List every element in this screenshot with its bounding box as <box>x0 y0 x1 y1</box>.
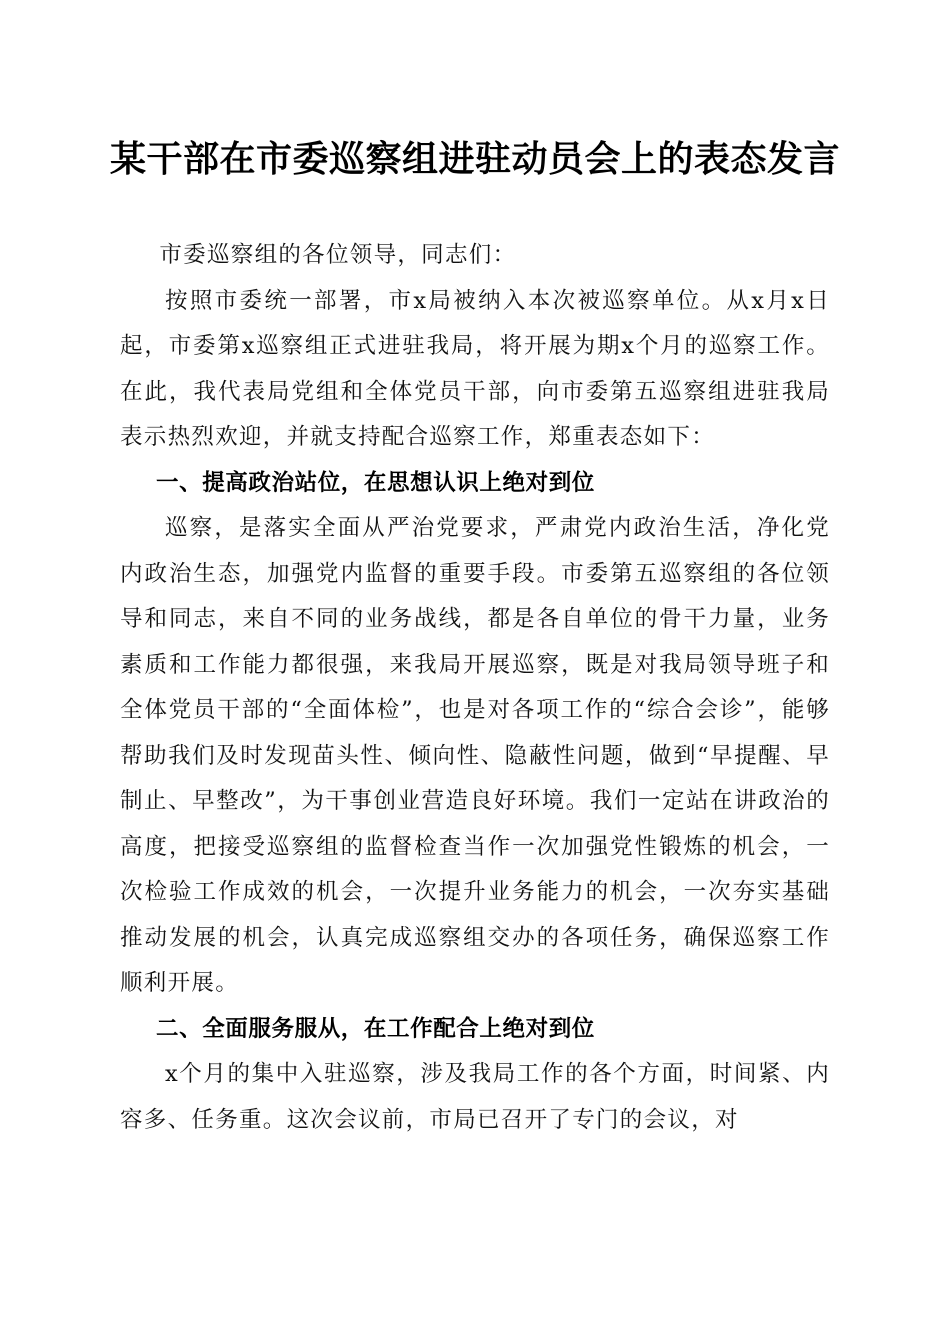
section-2-heading: 二、全面服务服从，在工作配合上绝对到位 <box>156 1015 595 1042</box>
salutation: 市委巡察组的各位领导，同志们： <box>159 242 517 268</box>
section-1-paragraph: 巡察，是落实全面从严治党要求，严肃党内政治生活，净化党内政治生态，加强党内监督的重要手段。市委第五巡察组的各位领导和同志，来自不同的业务战线，都是各自单位的骨干力量，业务素质和工作能力都很强，来我局开展巡察，既是对我局领导班子和全体党员干部的“全面体检”，也是对各项工作的“综合会诊”，能够帮助我们及时发现苗头性、倾向性、隐蔽性问题，做到“早提醒、早制止、早整改”，为干事创业营造良好环境。我们一定站在讲政治的高度，把接受巡察组的监督检查当作一次加强党性锻炼的机会，一次检验工作成效的机会，一次提升业务能力的机会，一次夯实基础推动发展的机会，认真完成巡察组交办的各项任务，确保巡察工作顺利开展。 <box>120 515 830 996</box>
document-title: 某干部在市委巡察组进驻动员会上的表态发言 <box>109 138 840 180</box>
section-2-paragraph: x个月的集中入驻巡察，涉及我局工作的各个方面，时间紧、内容多、任务重。这次会议前，市局已召开了专门的会议，对 <box>120 1061 830 1133</box>
intro-paragraph: 按照市委统一部署，市x局被纳入本次被巡察单位。从x月x日起，市委第x巡察组正式进驻我局，将开展为期x个月的巡察工作。在此，我代表局党组和全体党员干部，向市委第五巡察组进驻我局表示热烈欢迎，并就支持配合巡察工作，郑重表态如下： <box>120 287 830 450</box>
document-body <box>120 233 830 1143</box>
section-1-heading: 一、提高政治站位，在思想认识上绝对到位 <box>156 469 595 496</box>
